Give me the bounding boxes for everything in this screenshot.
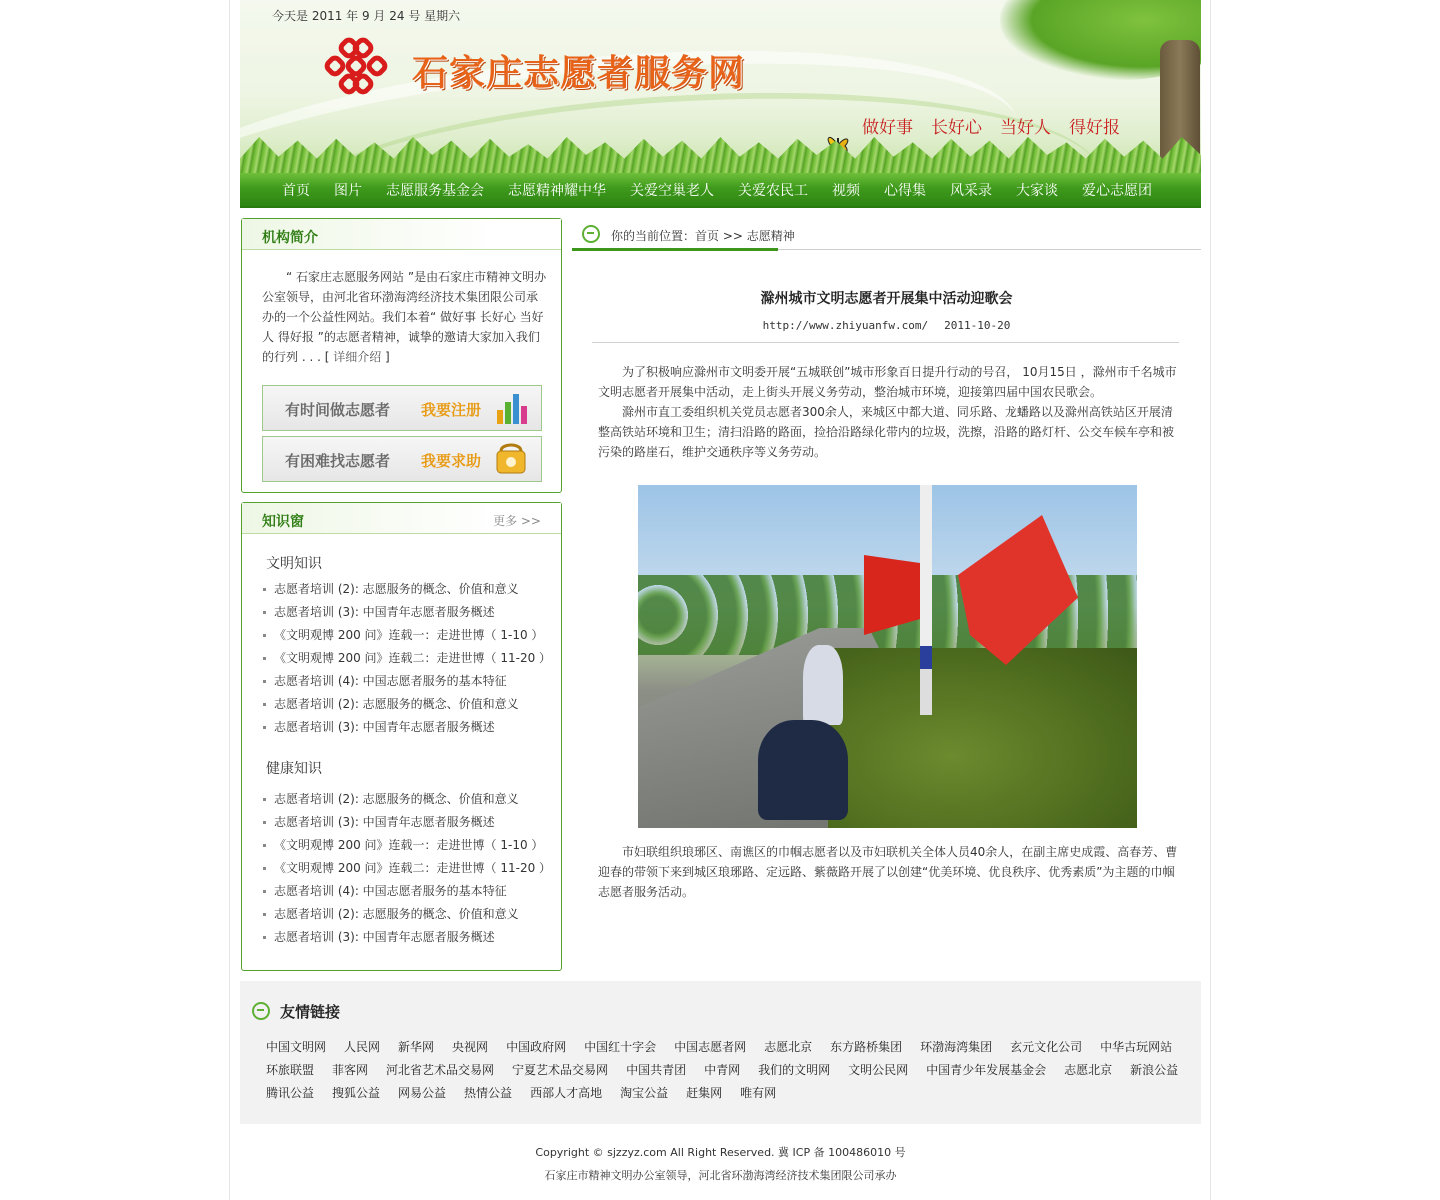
friend-link[interactable]: 环旅联盟 [266,1063,315,1077]
friend-link[interactable]: 文明公民网 [848,1063,909,1077]
nav-item-elderly[interactable]: 关爱空巢老人 [630,183,714,199]
friend-link[interactable]: 宁夏艺术品交易网 [512,1063,609,1077]
friend-link[interactable]: 志愿北京 [764,1040,813,1054]
friend-link[interactable]: 西部人才高地 [530,1086,603,1100]
friend-link[interactable]: 唯有网 [740,1086,777,1100]
article-date: 2011-10-20 [944,319,1011,332]
intro-bracket: ] [381,350,390,364]
friend-link[interactable]: 环渤海湾集团 [920,1040,993,1054]
friend-link[interactable]: 河北省艺术品交易网 [386,1063,495,1077]
slogan-4: 得好报 [1069,118,1120,138]
register-banner-left: 有时间做志愿者 [285,401,391,419]
article-source-url[interactable]: http://www.zhiyuanfw.com/ [762,319,929,332]
friend-link[interactable]: 我们的文明网 [758,1063,831,1077]
slogan-row [862,113,1120,138]
photo-hedge [828,648,1137,828]
footer-copyright: Copyright © sjzzyz.com All Right Reserved. 冀 ICP 备 100486010 号 [535,1146,906,1159]
knowledge-box [241,502,562,971]
bar-chart-icon [491,388,531,428]
breadcrumb-label: 你的当前位置： [611,229,696,243]
footer-organization: 石家庄市精神文明办公室领导，河北省环渤海湾经济技术集团限公司承办 [544,1169,897,1182]
site-title[interactable]: 石家庄志愿者服务网 [412,53,746,94]
friend-link[interactable]: 中国青少年发展基金会 [926,1063,1047,1077]
breadcrumb-text [611,227,795,244]
slogan-1: 做好事 [862,118,913,138]
friend-link[interactable]: 中华古玩网站 [1100,1040,1173,1054]
more-link[interactable]: 更多 >> [493,514,541,528]
phone-icon [491,439,531,479]
friend-link[interactable]: 中青网 [704,1063,741,1077]
friend-link[interactable]: 新浪公益 [1130,1063,1179,1077]
friend-link[interactable]: 新华网 [398,1040,435,1054]
register-button[interactable]: 我要注册 [421,401,482,419]
civic-knowledge-heading: 文明知识 [266,556,322,572]
list-item[interactable]: 志愿者培训 (2): 志愿服务的概念、价值和意义 [262,903,551,926]
intro-body: “ 石家庄志愿服务网站 ”是由石家庄市精神文明办公室领导，由河北省环渤海湾经济技术集团限公司承办的一个公益性网站。我们本着“ 做好事 长好心 当好人 得好报 ”的志愿者精神，诚挚的邀请大家加入我们的行列 . . . [ [262,270,547,364]
breadcrumb-current[interactable]: 志愿精神 [746,229,795,243]
main-nav [240,173,1201,208]
health-knowledge-heading: 健康知识 [266,761,322,777]
article-paragraph-3: 市妇联组织琅琊区、南谯区的巾帼志愿者以及市妇联机关全体人员40余人，在副主席史成霞、高春芳、曹迎春的带领下来到城区琅琊路、定远路、紫薇路开展了以创建“优美环境、优良秩序、优秀素质”为主题的巾帼志愿者服务活动。 [598,845,1178,899]
help-banner[interactable] [262,436,542,482]
divider [592,342,1179,343]
links-row-1 [266,1038,1190,1055]
list-item[interactable]: 志愿者培训 (3): 中国青年志愿者服务概述 [262,811,551,834]
friend-links [240,981,1201,1124]
nav-item-experiences[interactable]: 心得集 [884,183,926,199]
help-banner-left: 有困难找志愿者 [285,452,391,470]
slogan-2: 长好心 [931,118,982,138]
photo-person [758,720,848,820]
knowledge-box-header [242,503,561,534]
breadcrumb-separator: >> [719,229,747,243]
list-item[interactable]: 志愿者培训 (2): 志愿服务的概念、价值和意义 [262,788,551,811]
friend-link[interactable]: 央视网 [452,1040,489,1054]
link-section-icon [252,1002,270,1020]
photo-pole [920,485,932,715]
friend-link[interactable]: 中国红十字会 [584,1040,657,1054]
intro-box-header [242,219,561,250]
nav-item-pictures[interactable]: 图片 [334,183,362,199]
friend-links-title: 友情链接 [280,1003,341,1021]
list-item[interactable]: 《文明观博 200 问》连载二：走进世博（ 11-20 ） [262,857,551,880]
list-item[interactable]: 《文明观博 200 问》连载二：走进世博（ 11-20 ） [262,647,551,670]
breadcrumb [572,220,1201,250]
list-item[interactable]: 志愿者培训 (4): 中国志愿者服务的基本特征 [262,880,551,903]
detail-link[interactable]: 详细介绍 [333,350,382,364]
volunteer-logo-icon[interactable] [324,37,388,101]
knowledge-box-title: 知识窗 [262,514,304,530]
list-item[interactable]: 《文明观博 200 问》连载一：走进世博（ 1-10 ） [262,624,551,647]
health-knowledge-list [262,788,551,949]
friend-link[interactable]: 腾讯公益 [266,1086,315,1100]
list-item[interactable]: 志愿者培训 (3): 中国青年志愿者服务概述 [262,601,551,624]
civic-knowledge-list [262,578,551,739]
list-item[interactable]: 志愿者培训 (3): 中国青年志愿者服务概述 [262,716,551,739]
nav-item-spirit[interactable]: 志愿精神耀中华 [508,183,606,199]
intro-box [241,218,562,493]
friend-link[interactable]: 中国政府网 [506,1040,567,1054]
article-meta [572,319,1201,332]
friend-link[interactable]: 中国共青团 [626,1063,687,1077]
list-item[interactable]: 志愿者培训 (4): 中国志愿者服务的基本特征 [262,670,551,693]
nav-item-home[interactable]: 首页 [282,183,310,199]
page-wrapper [240,0,1201,1200]
list-item[interactable]: 志愿者培训 (2): 志愿服务的概念、价值和意义 [262,693,551,716]
nav-item-migrant-workers[interactable]: 关爱农民工 [738,183,808,199]
friend-link[interactable]: 网易公益 [398,1086,447,1100]
article-photo [638,485,1137,828]
header-banner [240,0,1201,173]
help-button[interactable]: 我要求助 [421,452,482,470]
register-banner[interactable] [262,385,542,431]
article-title: 滁州城市文明志愿者开展集中活动迎歌会 [760,291,1013,307]
nav-item-love-group[interactable]: 爱心志愿团 [1082,183,1152,199]
friend-link[interactable]: 菲客网 [332,1063,369,1077]
breadcrumb-home[interactable]: 首页 [695,229,720,243]
links-row-2 [266,1061,1196,1078]
intro-box-title: 机构简介 [262,230,318,246]
links-row-3 [266,1084,794,1101]
friend-link[interactable]: 淘宝公益 [620,1086,669,1100]
photo-person [803,645,843,725]
nav-item-discussion[interactable]: 大家谈 [1016,183,1058,199]
friend-link[interactable]: 中国文明网 [266,1040,327,1054]
slogan-3: 当好人 [1000,118,1051,138]
intro-text [262,267,547,367]
location-icon [582,225,600,243]
nav-item-foundation[interactable]: 志愿服务基金会 [386,183,484,199]
nav-item-showcase[interactable]: 风采录 [950,183,992,199]
list-item[interactable]: 志愿者培训 (3): 中国青年志愿者服务概述 [262,926,551,949]
breadcrumb-accent-bar [572,248,778,251]
friend-link[interactable]: 中国志愿者网 [674,1040,747,1054]
article-paragraph-2: 滁州市直工委组织机关党员志愿者300余人，来城区中都大道、同乐路、龙蟠路以及滁州高铁站区开展清整高铁站环境和卫生；清扫沿路的路面，捡拾沿路绿化带内的垃圾，洗擦，沿路的路灯杆、公交车候车亭和被污染的路崖石，维护交通秩序等义务劳动。 [598,405,1175,459]
list-item[interactable]: 《文明观博 200 问》连载一：走进世博（ 1-10 ） [262,834,551,857]
nav-item-video[interactable]: 视频 [832,183,860,199]
friend-link[interactable]: 玄元文化公司 [1010,1040,1083,1054]
friend-link[interactable]: 东方路桥集团 [830,1040,903,1054]
friend-link[interactable]: 热情公益 [464,1086,513,1100]
friend-link[interactable]: 志愿北京 [1064,1063,1113,1077]
friend-link[interactable]: 赶集网 [686,1086,723,1100]
article-paragraph-1: 为了积极响应滁州市文明委开展“五城联创”城市形象百日提升行动的号召， 10月15日 ，滁州市千名城市文明志愿者开展集中活动，走上街头开展义务劳动，整治城市环境，迎接第四届中国农民歌会。 [598,365,1177,399]
friend-link[interactable]: 人民网 [344,1040,381,1054]
date-text: 今天是 2011 年 9 月 24 号 星期六 [272,9,461,23]
list-item[interactable]: 志愿者培训 (2): 志愿服务的概念、价值和意义 [262,578,551,601]
friend-link[interactable]: 搜狐公益 [332,1086,381,1100]
